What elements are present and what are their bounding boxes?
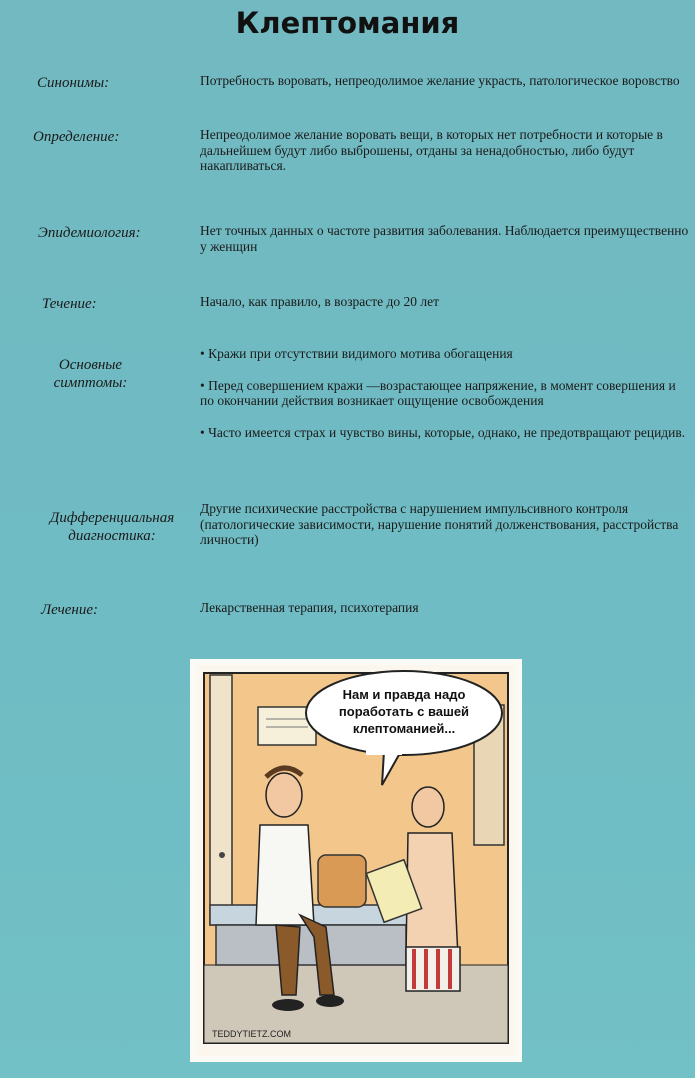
symptom-bullet: • Перед совершением кражи —возрастающее напряжение, в момент совершения и по окончании действия возникает ощущение освобождения xyxy=(200,377,676,408)
value-synonyms: Потребность воровать, непреодолимое желание украсть, патологическое воровство xyxy=(200,73,680,88)
label-differential-line2: диагностика: xyxy=(68,528,156,544)
doctor-coat xyxy=(256,825,314,925)
cartoon-image xyxy=(190,659,522,1062)
label-course: Течение: xyxy=(42,296,97,312)
speech-line-2: поработать с вашей xyxy=(338,704,470,719)
doctor-head xyxy=(266,773,302,817)
value-treatment: Лекарственная терапия, психотерапия xyxy=(200,600,419,615)
value-definition: Непреодолимое желание воровать вещи, в которых нет потребности и которые в дальнейшем будут либо выброшены, отданы за ненадобностью, либо будут накапливаться. xyxy=(200,127,663,173)
label-symptoms-line1: Основные xyxy=(58,357,123,373)
label-symptoms xyxy=(43,356,138,392)
label-definition: Определение: xyxy=(33,129,120,145)
value-differential: Другие психические расстройства с нарушением импульсивного контроля (патологические зависимости, нарушение понятий долженствования, расстройства личности) xyxy=(200,501,679,547)
symptom-bullet: • Кражи при отсутствии видимого мотива обогащения xyxy=(200,346,513,361)
value-course: Начало, как правило, в возрасте до 20 лет xyxy=(200,294,440,309)
value-epidemiology: Нет точных данных о частоте развития заболевания. Наблюдается преимущественно у женщин xyxy=(200,223,689,254)
chair xyxy=(318,855,366,907)
speech-line-3: клептоманией... xyxy=(352,721,456,736)
symptom-bullet: • Часто имеется страх и чувство вины, которые, однако, не предотвращают рецидив. xyxy=(200,424,686,440)
value-symptoms xyxy=(200,346,692,456)
label-synonyms: Синонимы: xyxy=(37,75,110,91)
page-title: Клептомания xyxy=(235,6,460,40)
cartoon-credit: TEDDYTIETZ.COM xyxy=(212,1029,291,1039)
door xyxy=(210,675,232,925)
label-treatment: Лечение: xyxy=(41,602,99,618)
label-symptoms-line2: симптомы: xyxy=(53,375,128,391)
label-epidemiology: Эпидемиология: xyxy=(38,225,141,241)
label-differential xyxy=(38,509,186,545)
speech-line-1: Нам и правда надо xyxy=(342,687,466,702)
cartoon-illustration xyxy=(196,665,516,1056)
patient-head xyxy=(412,787,444,827)
label-differential-line1: Дифференциальная xyxy=(49,510,175,526)
